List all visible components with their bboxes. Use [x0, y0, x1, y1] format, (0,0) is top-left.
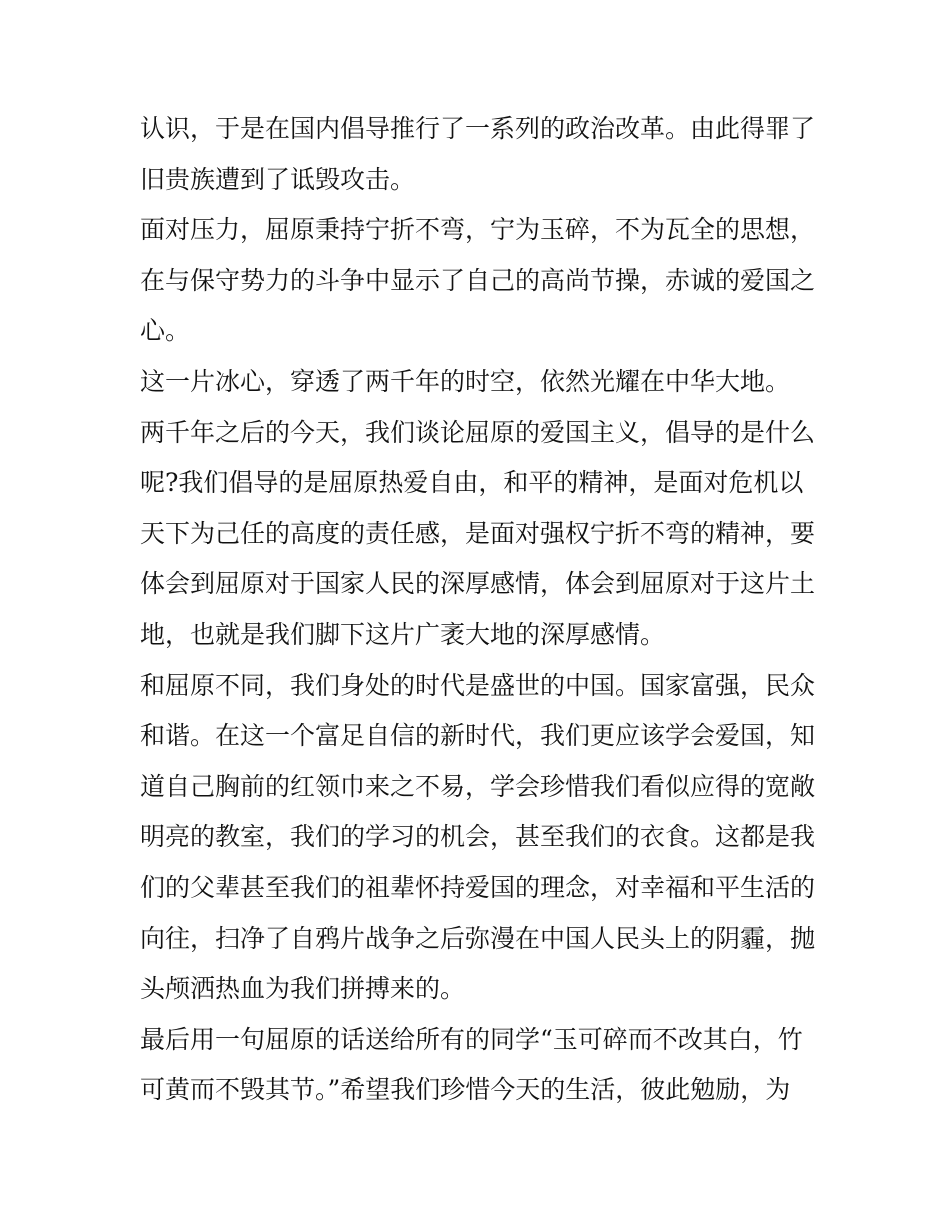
text-line-14: 道自己胸前的红领巾来之不易，学会珍惜我们看似应得的宽敞	[140, 771, 816, 801]
text-line-4: 在与保守势力的斗争中显示了自己的高尚节操，赤诚的爱国之	[140, 265, 816, 295]
document-body	[140, 104, 820, 1116]
text-line-15: 明亮的教室，我们的学习的机会，甚至我们的衣食。这都是我	[140, 822, 816, 852]
text-line-7: 两千年之后的今天，我们谈论屈原的爱国主义，倡导的是什么	[140, 417, 816, 447]
text-line-5: 心。	[140, 316, 191, 346]
text-line-10: 体会到屈原对于国家人民的深厚感情，体会到屈原对于这片土	[140, 569, 816, 599]
text-line-9: 天下为己任的高度的责任感，是面对强权宁折不弯的精神，要	[140, 518, 816, 548]
text-line-3: 面对压力，屈原秉持宁折不弯，宁为玉碎，不为瓦全的思想，	[140, 215, 816, 245]
text-line-2: 旧贵族遭到了诋毁攻击。	[140, 164, 416, 194]
text-line-12: 和屈原不同，我们身处的时代是盛世的中国。国家富强，民众	[140, 670, 816, 700]
text-line-8: 呢?我们倡导的是屈原热爱自由，和平的精神，是面对危机以	[140, 468, 804, 498]
text-line-16: 们的父辈甚至我们的祖辈怀持爱国的理念，对幸福和平生活的	[140, 872, 816, 902]
text-line-6: 这一片冰心，穿透了两千年的时空，依然光耀在中华大地。	[140, 366, 791, 396]
text-line-11: 地，也就是我们脚下这片广袤大地的深厚感情。	[140, 619, 666, 649]
text-line-20: 可黄而不毁其节。”希望我们珍惜今天的生活，彼此勉励，为	[140, 1075, 791, 1105]
text-line-19: 最后用一句屈原的话送给所有的同学“玉可碎而不改其白，竹	[140, 1024, 803, 1054]
text-line-18: 头颅洒热血为我们拼搏来的。	[140, 974, 466, 1004]
text-line-1: 认识，于是在国内倡导推行了一系列的政治改革。由此得罪了	[140, 114, 816, 143]
text-line-13: 和谐。在这一个富足自信的新时代，我们更应该学会爱国，知	[140, 721, 816, 751]
text-line-17: 向往，扫净了自鸦片战争之后弥漫在中国人民头上的阴霾，抛	[140, 923, 816, 953]
